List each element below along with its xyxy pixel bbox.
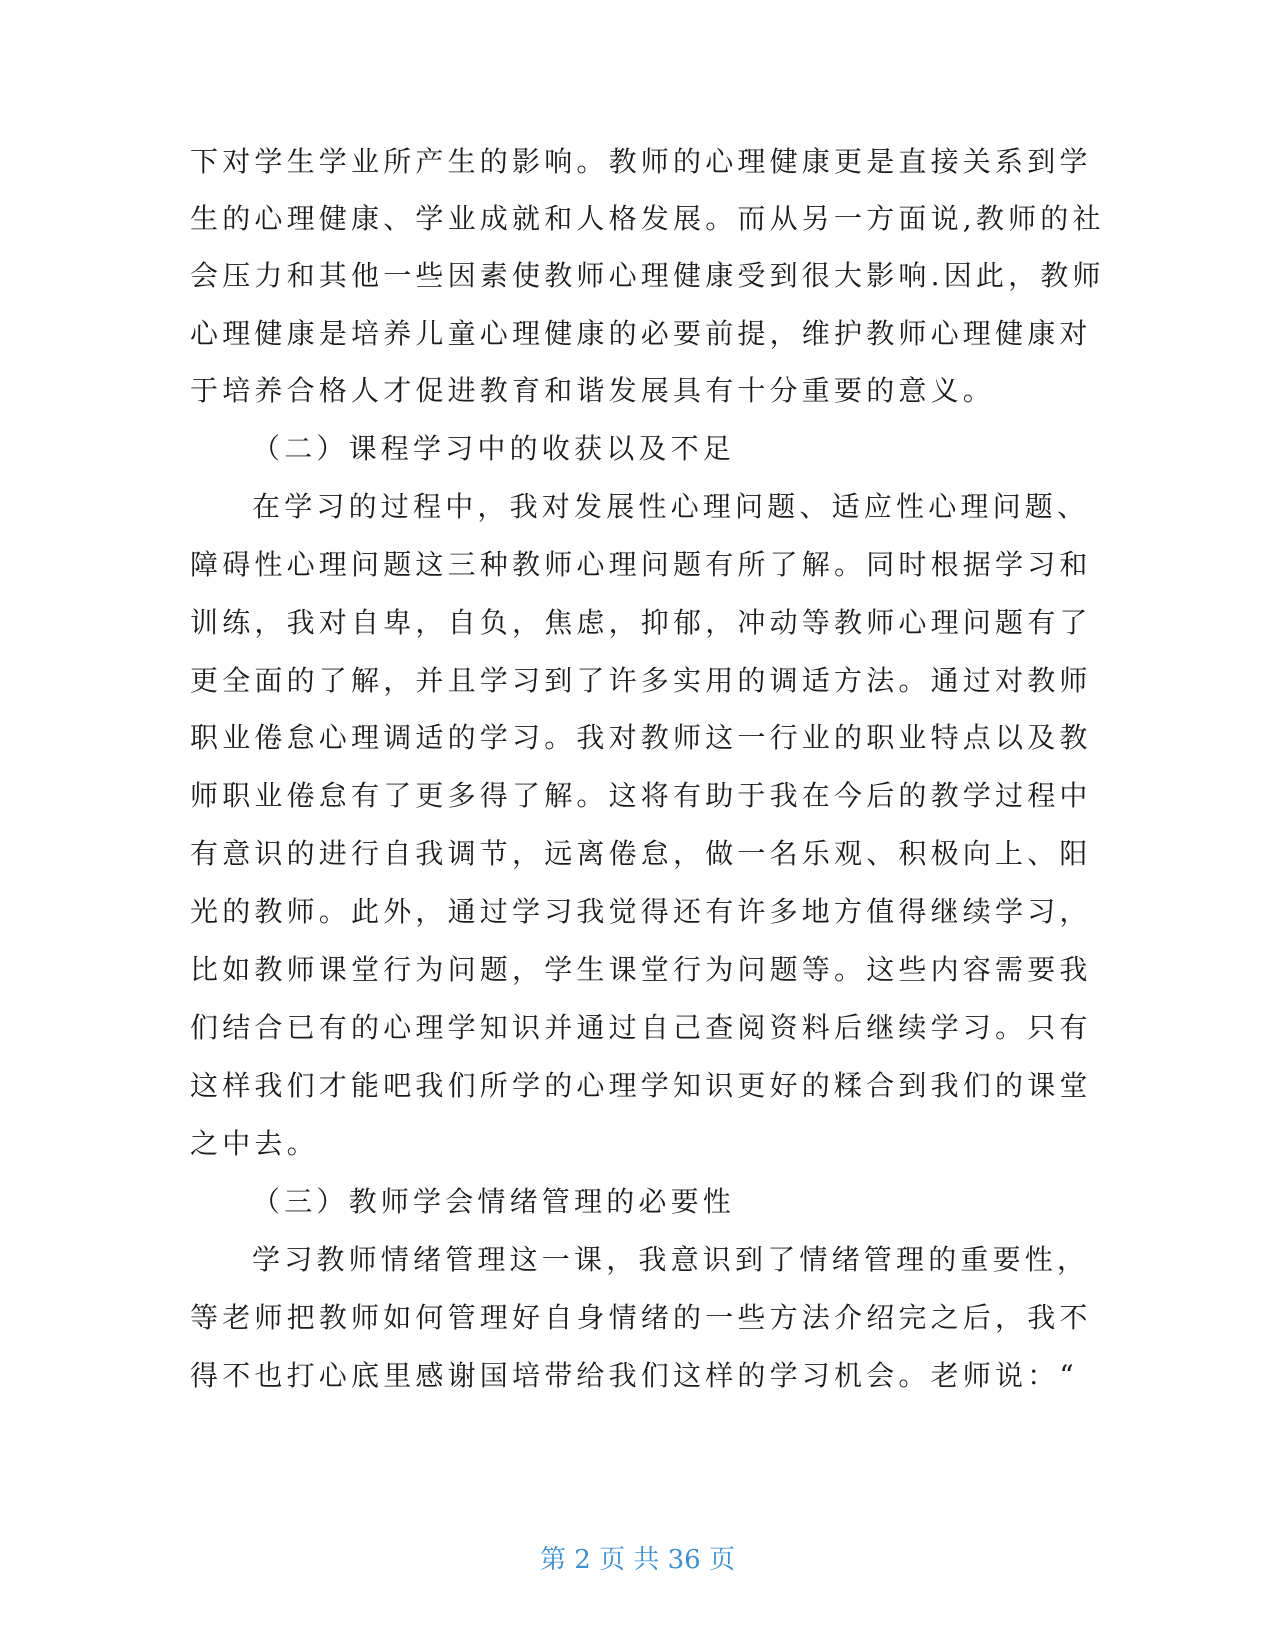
text-line: 训练，我对自卑，自负，焦虑，抑郁，冲动等教师心理问题有了 — [190, 606, 1092, 639]
text-line: 这样我们才能吧我们所学的心理学知识更好的糅合到我们的课堂 — [190, 1069, 1092, 1102]
text-line: 学习教师情绪管理这一课，我意识到了情绪管理的重要性， — [252, 1243, 1090, 1276]
text-line: 光的教师。此外，通过学习我觉得还有许多地方值得继续学习， — [190, 895, 1092, 928]
text-line: 得不也打心底里感谢国培带给我们这样的学习机会。老师说：“ — [190, 1359, 1078, 1392]
text-line: 生的心理健康、学业成就和人格发展。而从另一方面说,教师的社 — [190, 202, 1105, 235]
text-line: 下对学生学业所产生的影响。教师的心理健康更是直接关系到学 — [190, 145, 1092, 178]
text-line: 师职业倦怠有了更多得了解。这将有助于我在今后的教学过程中 — [190, 779, 1092, 812]
text-line: 等老师把教师如何管理好自身情绪的一些方法介绍完之后，我不 — [190, 1301, 1092, 1334]
text-line: 职业倦怠心理调适的学习。我对教师这一行业的职业特点以及教 — [190, 721, 1092, 754]
text-line: 于培养合格人才促进教育和谐发展具有十分重要的意义。 — [190, 374, 996, 407]
section-heading: （三）教师学会情绪管理的必要性 — [252, 1185, 736, 1218]
text-line: 有意识的进行自我调节，远离倦怠，做一名乐观、积极向上、阳 — [190, 837, 1092, 870]
text-line: 障碍性心理问题这三种教师心理问题有所了解。同时根据学习和 — [190, 548, 1092, 581]
page-number-footer: 第 2 页 共 36 页 — [540, 1545, 735, 1575]
text-line: 比如教师课堂行为问题，学生课堂行为问题等。这些内容需要我 — [190, 953, 1092, 986]
text-line: 更全面的了解，并且学习到了许多实用的调适方法。通过对教师 — [190, 664, 1092, 697]
text-line: 心理健康是培养儿童心理健康的必要前提，维护教师心理健康对 — [190, 317, 1092, 350]
text-line: 会压力和其他一些因素使教师心理健康受到很大影响.因此，教师 — [190, 259, 1105, 292]
section-heading: （二）课程学习中的收获以及不足 — [252, 432, 736, 465]
text-line: 在学习的过程中，我对发展性心理问题、适应性心理问题、 — [252, 490, 1090, 523]
text-line: 们结合已有的心理学知识并通过自己查阅资料后继续学习。只有 — [190, 1011, 1092, 1044]
text-line: 之中去。 — [190, 1127, 319, 1160]
